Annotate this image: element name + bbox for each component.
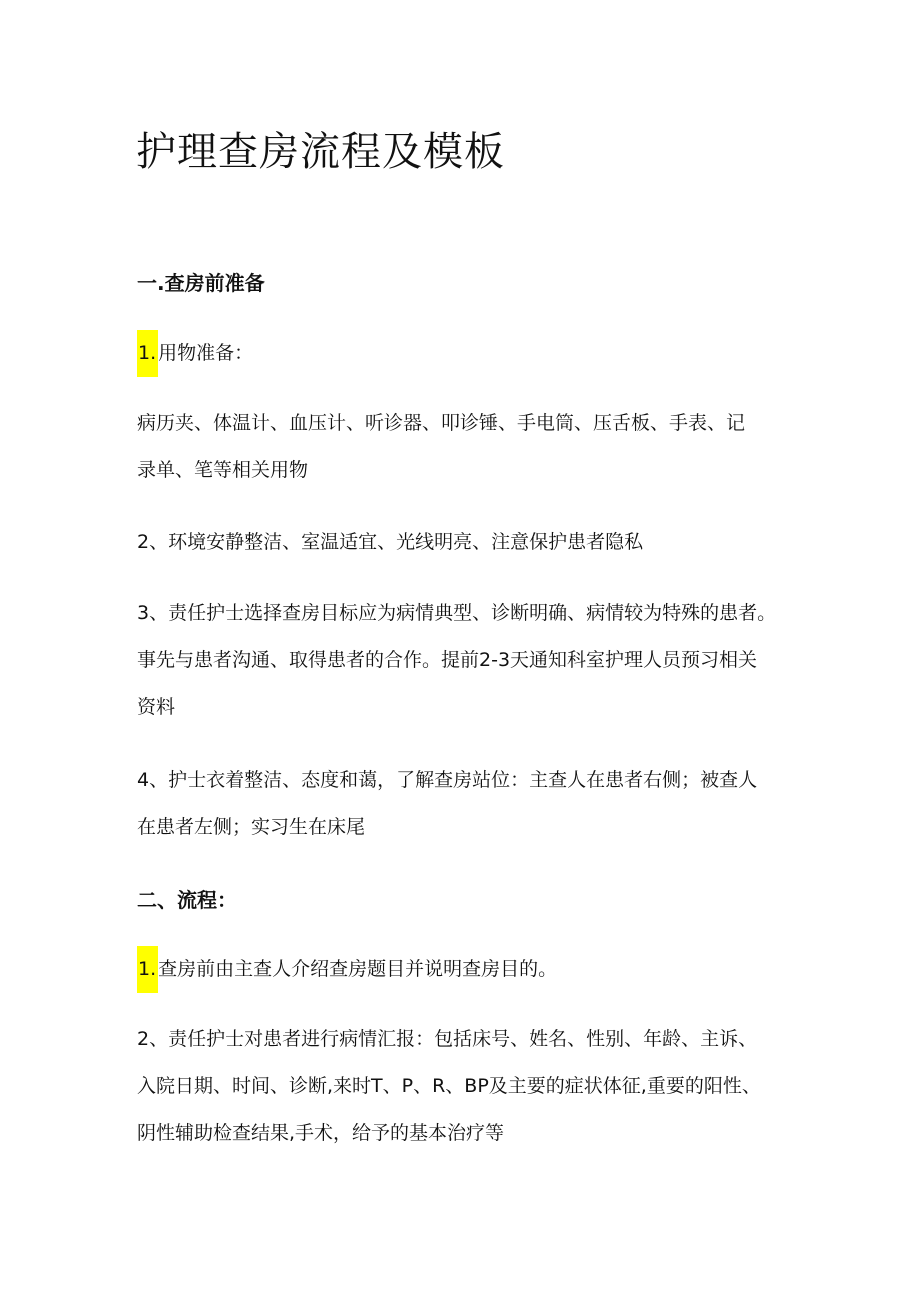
text-line: 病历夹、体温计、血压计、听诊器、叩诊锤、手电筒、压舌板、手表、记 bbox=[137, 412, 746, 434]
prep-item-4 bbox=[137, 757, 787, 851]
prep-item-1 bbox=[137, 330, 787, 377]
highlight-marker: 1. bbox=[137, 330, 158, 377]
text-line: 录单、笔等相关用物 bbox=[137, 459, 309, 481]
process-item-2 bbox=[137, 1016, 787, 1157]
text-line: 资料 bbox=[137, 696, 176, 718]
prep-item-1-text: 用物准备： bbox=[158, 342, 254, 364]
prep-item-1-detail bbox=[137, 400, 787, 494]
process-item-1-text: 查房前由主查人介绍查房题目并说明查房目的。 bbox=[158, 958, 558, 980]
document-title: 护理查房流程及模板 bbox=[136, 129, 505, 175]
section-heading-process: 二、流程： bbox=[137, 888, 237, 912]
process-item-1 bbox=[137, 946, 787, 993]
prep-item-3 bbox=[137, 590, 787, 731]
highlight-marker: 1. bbox=[137, 946, 158, 993]
text-line: 4、护士衣着整洁、态度和蔼，了解查房站位：主查人在患者右侧；被查人 bbox=[137, 769, 758, 791]
text-line: 3、责任护士选择查房目标应为病情典型、诊断明确、病情较为特殊的患者。 bbox=[137, 602, 777, 624]
text-line: 在患者左侧；实习生在床尾 bbox=[137, 816, 366, 838]
section-heading-preparation: 一.查房前准备 bbox=[137, 271, 265, 295]
prep-item-2: 2、环境安静整洁、室温适宜、光线明亮、注意保护患者隐私 bbox=[137, 531, 644, 553]
text-line: 2、责任护士对患者进行病情汇报：包括床号、姓名、性别、年龄、主诉、 bbox=[137, 1028, 758, 1050]
text-line: 事先与患者沟通、取得患者的合作。提前2-3天通知科室护理人员预习相关 bbox=[137, 649, 758, 671]
text-line: 入院日期、时间、诊断,来时T、P、R、BP及主要的症状体征,重要的阳性、 bbox=[137, 1075, 761, 1097]
text-line: 阴性辅助检查结果,手术，给予的基本治疗等 bbox=[137, 1122, 505, 1144]
